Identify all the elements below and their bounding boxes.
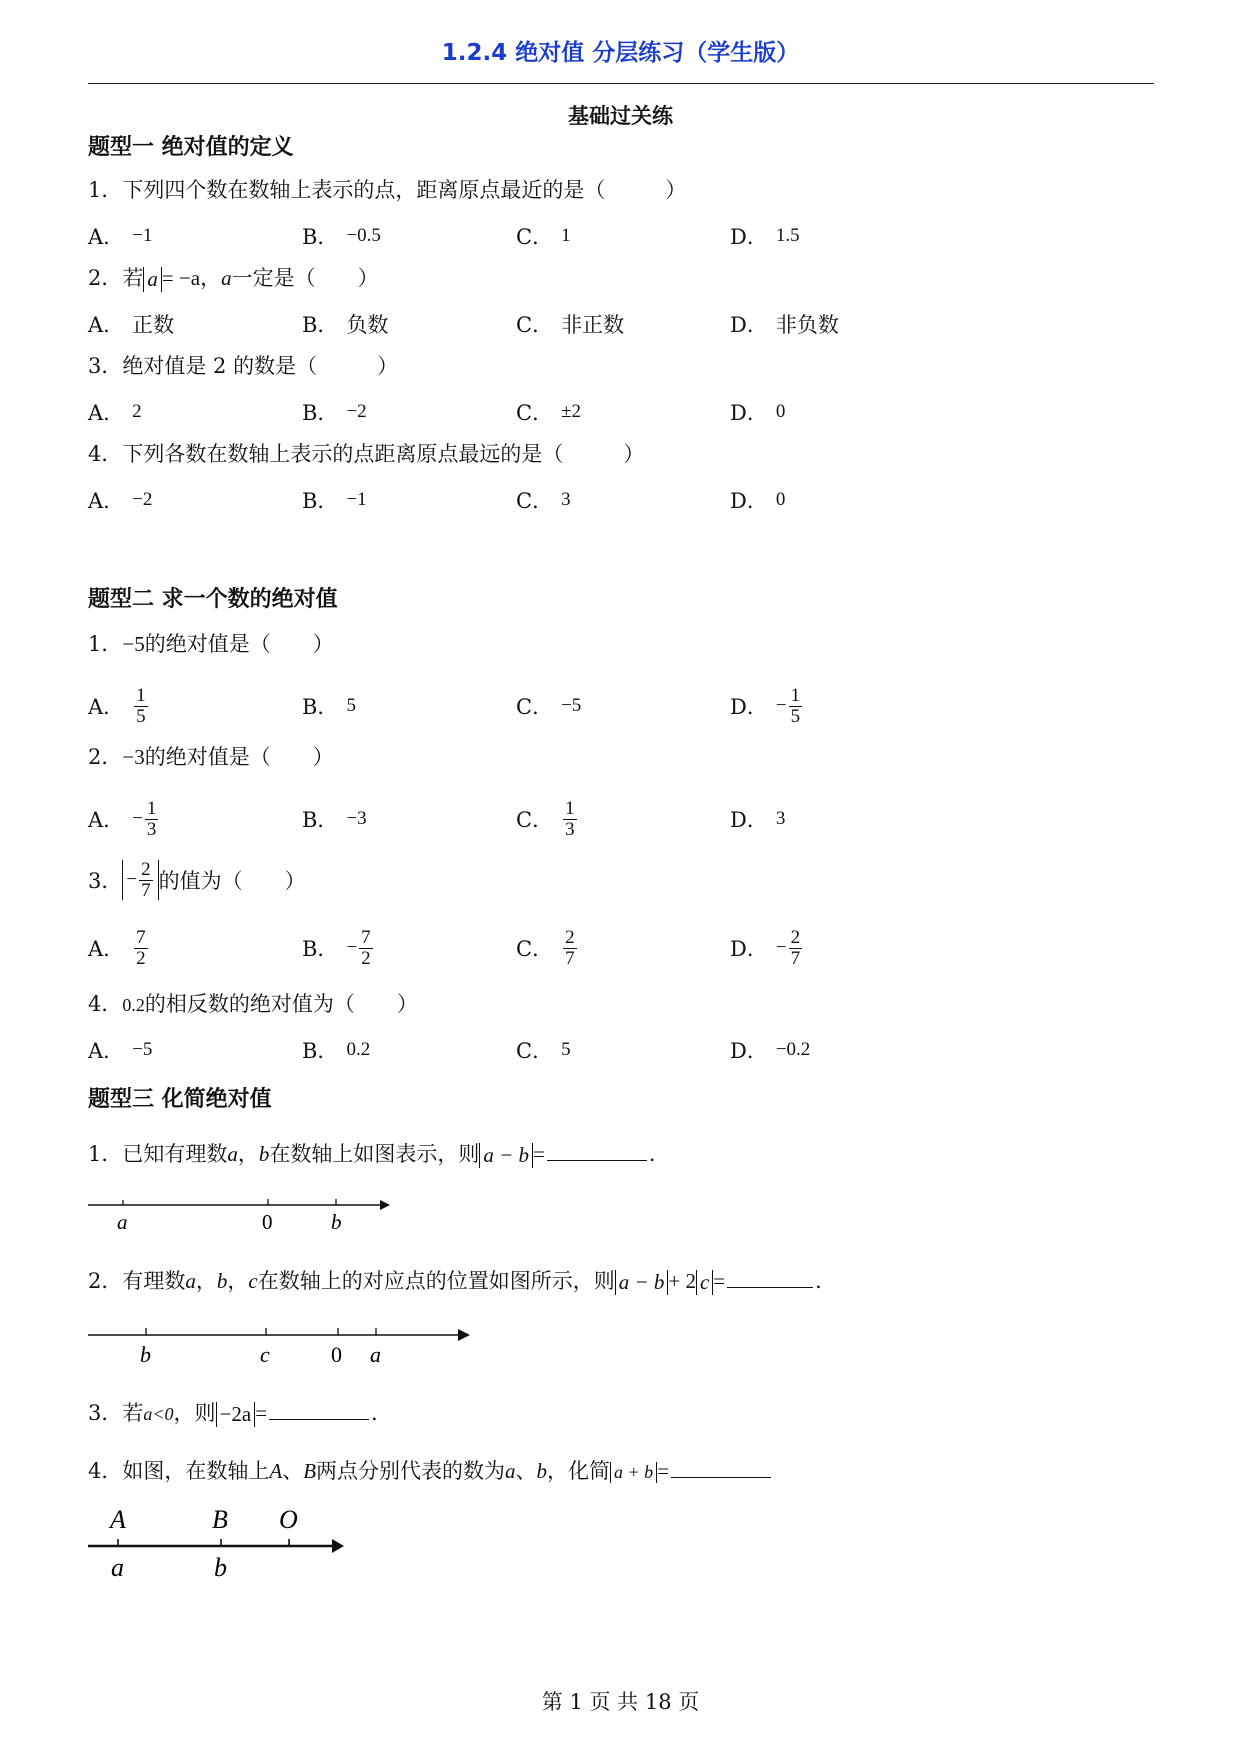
type1-q2-stem: 2．若 a = −a，a一定是（ ） bbox=[88, 266, 379, 291]
header-divider bbox=[88, 83, 1154, 84]
option-d: D． − $\frac{1}{5}$ bbox=[730, 684, 801, 727]
type3-q4-stem: 4．如图，在数轴上A、B两点分别代表的数为a、b，化简 a + b = bbox=[88, 1455, 773, 1485]
type1-heading: 题型一 绝对值的定义 bbox=[88, 135, 294, 160]
answer-blank bbox=[671, 1476, 771, 1478]
option-a: A． −1 bbox=[88, 225, 153, 249]
type1-q2-options bbox=[88, 304, 1148, 344]
type1-q3-options bbox=[88, 392, 1148, 432]
option-b: B． 0.2 bbox=[302, 1039, 371, 1063]
option-d: D． −0.2 bbox=[730, 1039, 811, 1063]
q-text: 1．下列四个数在数轴上表示的点，距离原点最近的是（ bbox=[88, 178, 606, 202]
option-b: B． −0.5 bbox=[302, 225, 381, 249]
axis-label-0: 0 bbox=[262, 1210, 273, 1234]
option-d: D． − $\frac{2}{7}$ bbox=[730, 926, 801, 969]
type2-q3-stem: 3． − $\frac{2}{7}$ 的值为（ ） bbox=[88, 858, 306, 901]
type3-q1-stem: 1．已知有理数a，b在数轴上如图表示，则 a − b = . bbox=[88, 1142, 656, 1167]
type1-q3-stem: 3．绝对值是 2 的数是（ ） bbox=[88, 354, 399, 378]
option-b: B． −2 bbox=[302, 401, 367, 425]
option-d: D． 非负数 bbox=[730, 313, 839, 337]
option-d: D． 3 bbox=[730, 808, 786, 832]
answer-blank bbox=[727, 1286, 813, 1288]
type2-q4-options bbox=[88, 1030, 1148, 1070]
option-c: C． 3 bbox=[516, 489, 571, 513]
option-b: B． −1 bbox=[302, 489, 367, 513]
option-b: B． − $\frac{7}{2}$ bbox=[302, 926, 371, 969]
type3-q3-stem: 3．若a<0，则 −2a = . bbox=[88, 1401, 378, 1426]
section-title: 基础过关练 bbox=[568, 104, 673, 128]
option-a: A． $\frac{7}{2}$ bbox=[88, 926, 146, 969]
option-a: A． 2 bbox=[88, 401, 142, 425]
type1-q1-stem bbox=[88, 174, 686, 204]
axis-label-a: a bbox=[370, 1342, 381, 1367]
type2-q1-stem: 1．−5的绝对值是（ ） bbox=[88, 632, 334, 656]
number-line-4 bbox=[88, 1500, 368, 1590]
option-d: D． 0 bbox=[730, 489, 786, 513]
type1-q4-options bbox=[88, 480, 1148, 520]
value-b-label: b bbox=[214, 1553, 227, 1582]
option-b: B． 负数 bbox=[302, 313, 389, 337]
option-a: A． −2 bbox=[88, 489, 153, 513]
number-line-1 bbox=[88, 1190, 408, 1240]
q-text: ） bbox=[665, 178, 687, 202]
answer-blank bbox=[269, 1418, 369, 1420]
page-footer: 第 1 页 共 18 页 bbox=[541, 1690, 700, 1714]
option-c: C． 1 bbox=[516, 225, 571, 249]
type2-heading: 题型二 求一个数的绝对值 bbox=[88, 587, 338, 612]
option-a: A． −5 bbox=[88, 1039, 153, 1063]
value-a-label: a bbox=[111, 1553, 124, 1582]
number-line-2 bbox=[88, 1320, 488, 1370]
axis-label-b: b bbox=[331, 1210, 342, 1234]
option-a: A． 正数 bbox=[88, 313, 175, 337]
axis-label-0: 0 bbox=[331, 1342, 342, 1367]
option-d: D． 1.5 bbox=[730, 225, 800, 249]
option-c: C． 非正数 bbox=[516, 313, 625, 337]
option-c: C． −5 bbox=[516, 695, 582, 719]
point-o-label: O bbox=[279, 1505, 298, 1534]
option-c: C． $\frac{1}{3}$ bbox=[516, 797, 575, 840]
option-a: A． $\frac{1}{5}$ bbox=[88, 684, 146, 727]
type3-q2-stem: 2．有理数a，b，c在数轴上的对应点的位置如图所示，则 a − b + 2 c = . bbox=[88, 1269, 822, 1294]
abs-a: a bbox=[143, 267, 162, 292]
type2-q4-stem: 4．0.2的相反数的绝对值为（ ） bbox=[88, 992, 418, 1016]
option-b: B． 5 bbox=[302, 695, 356, 719]
option-c: C． 5 bbox=[516, 1039, 571, 1063]
answer-blank bbox=[547, 1159, 647, 1161]
type1-q1-options bbox=[88, 216, 1148, 256]
type2-q1-options bbox=[88, 678, 1148, 734]
point-b-label: B bbox=[212, 1505, 228, 1534]
document-title: 1.2.4 绝对值 分层练习（学生版） bbox=[441, 40, 800, 66]
option-c: C． $\frac{2}{7}$ bbox=[516, 926, 575, 969]
abs-fraction: − $\frac{2}{7}$ bbox=[122, 860, 158, 901]
type2-q2-options bbox=[88, 791, 1148, 847]
type3-heading: 题型三 化简绝对值 bbox=[88, 1087, 272, 1112]
type1-q4-stem: 4．下列各数在数轴上表示的点距离原点最远的是（ ） bbox=[88, 442, 645, 466]
option-c: C． ±2 bbox=[516, 401, 582, 425]
option-a: A． − $\frac{1}{3}$ bbox=[88, 797, 157, 840]
axis-label-a: a bbox=[117, 1210, 128, 1234]
option-d: D． 0 bbox=[730, 401, 786, 425]
type2-q3-options bbox=[88, 920, 1148, 976]
option-b: B． −3 bbox=[302, 808, 367, 832]
axis-label-c: c bbox=[260, 1342, 270, 1367]
axis-label-b: b bbox=[140, 1342, 151, 1367]
point-a-label: A bbox=[110, 1505, 126, 1534]
type2-q2-stem: 2．−3的绝对值是（ ） bbox=[88, 745, 334, 769]
